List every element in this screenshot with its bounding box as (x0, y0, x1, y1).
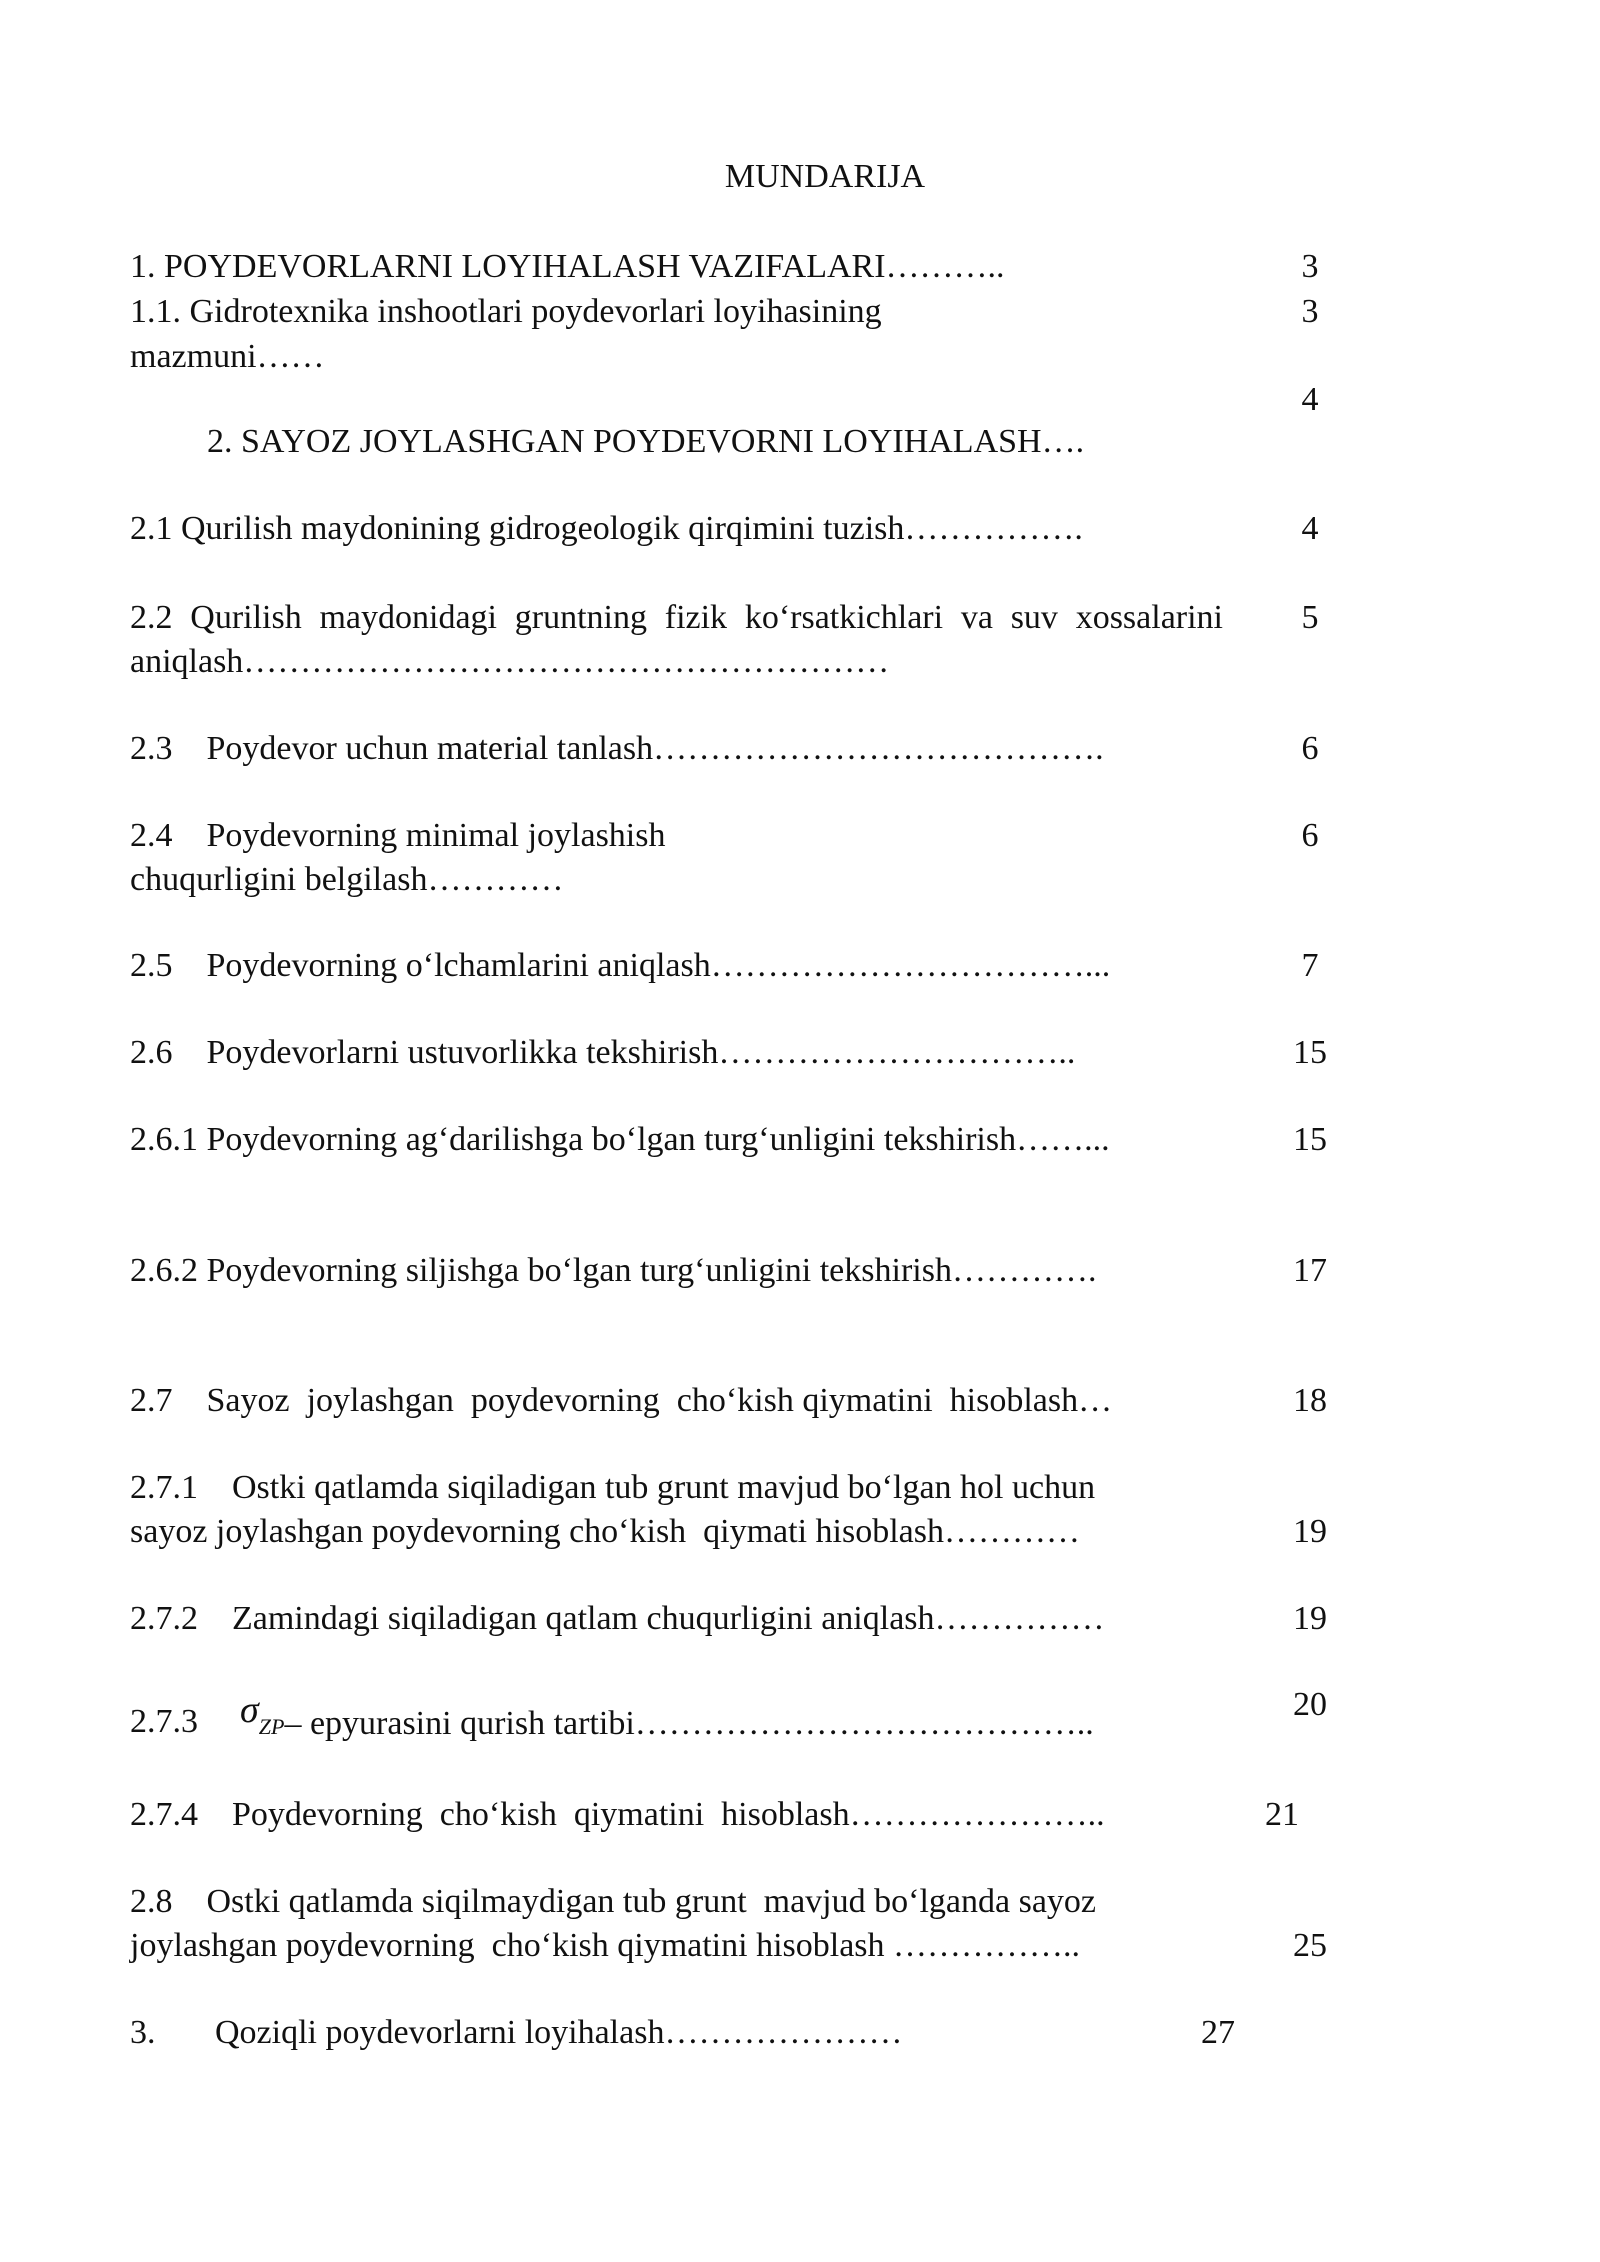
toc-entry-text: – epyurasini qurish tartibi………………………………….. (284, 1705, 1094, 1742)
toc-page-number: 3 (1301, 293, 1319, 330)
toc-entry-text: 3. Qoziqli poydevorlarni loyihalash………………… (130, 2014, 903, 2051)
toc-entry-text: 2.8 Ostki qatlamda siqilmaydigan tub grunt mavjud bo‘lganda sayoz (130, 1883, 1096, 1920)
toc-page-number: 25 (1293, 1927, 1327, 1964)
toc-entry-text: 2.7.1 Ostki qatlamda siqiladigan tub grunt mavjud bo‘lgan hol uchun (130, 1469, 1096, 1506)
toc-entry-text: 2.7.4 Poydevorning cho‘kish qiymatini hisoblash………………….. (130, 1796, 1105, 1833)
toc-page-number: 15 (1293, 1121, 1327, 1158)
toc-page-number: 15 (1293, 1034, 1327, 1071)
toc-page-number: 20 (1293, 1686, 1327, 1723)
toc-entry-number: 2.7.3 (130, 1703, 198, 1740)
toc-page-number: 7 (1301, 947, 1319, 984)
zp-subscript: ZP (258, 1714, 285, 1739)
sigma-zp-formula (240, 1689, 1094, 1749)
toc-entry-text: 1.1. Gidrotexnika inshootlari poydevorlari loyihasining (130, 293, 882, 330)
toc-entry-text-continued: joylashgan poydevorning cho‘kish qiymatini hisoblash …………….. (130, 1927, 1081, 1964)
toc-page-number: 4 (1301, 510, 1319, 547)
toc-page-number: 6 (1301, 730, 1319, 767)
toc-entry-text-continued: sayoz joylashgan poydevorning cho‘kish qiymati hisoblash………… (130, 1513, 1080, 1550)
toc-page-number: 17 (1293, 1252, 1327, 1289)
sigma-symbol: σ (240, 1689, 259, 1731)
toc-entry-text-continued: mazmuni…… (130, 338, 325, 375)
toc-page-number: 3 (1301, 248, 1319, 285)
toc-page-number: 21 (1265, 1796, 1299, 1833)
toc-entry-text: 2.6 Poydevorlarni ustuvorlikka tekshirish………………………….. (130, 1034, 1076, 1071)
toc-entry-text: 2.1 Qurilish maydonining gidrogeologik qirqimini tuzish……………. (130, 510, 1083, 547)
toc-page-number: 5 (1301, 599, 1319, 636)
toc-page-number: 6 (1301, 817, 1319, 854)
toc-entry-text-continued: chuqurligini belgilash………… (130, 861, 564, 898)
toc-title: MUNDARIJA (724, 158, 926, 195)
toc-entry-text: 2.7.2 Zamindagi siqiladigan qatlam chuqurligini aniqlash…………… (130, 1600, 1105, 1637)
toc-entry-text: 2.7 Sayoz joylashgan poydevorning cho‘kish qiymatini hisoblash… (130, 1382, 1113, 1419)
toc-entry-text: 2.2 Qurilish maydonidagi gruntning fizik ko‘rsatkichlari va suv xossalarini aniqlash………………………………………………… (130, 599, 1223, 680)
toc-entry-text: 2.4 Poydevorning minimal joylashish (130, 817, 666, 854)
toc-page-number: 4 (1301, 381, 1319, 418)
toc-entry-text: 2.6.2 Poydevorning siljishga bo‘lgan turg‘unligini tekshirish…………. (130, 1252, 1097, 1289)
toc-page-number: 19 (1293, 1513, 1327, 1550)
toc-page-number: 27 (1201, 2014, 1235, 2051)
toc-entry-text: 2. SAYOZ JOYLASHGAN POYDEVORNI LOYIHALASH…. (207, 423, 1085, 460)
toc-entry-text: 2.3 Poydevor uchun material tanlash…………………………………. (130, 730, 1104, 767)
toc-page-number: 19 (1293, 1600, 1327, 1637)
toc-entry-text: 2.6.1 Poydevorning ag‘darilishga bo‘lgan turg‘unligini tekshirish……... (130, 1121, 1110, 1158)
toc-entry-text: 2.5 Poydevorning o‘lchamlarini aniqlash……………………………... (130, 947, 1111, 984)
toc-entry-text: 1. POYDEVORLARNI LOYIHALASH VAZIFALARI……….. (130, 248, 1005, 285)
toc-page-number: 18 (1293, 1382, 1327, 1419)
